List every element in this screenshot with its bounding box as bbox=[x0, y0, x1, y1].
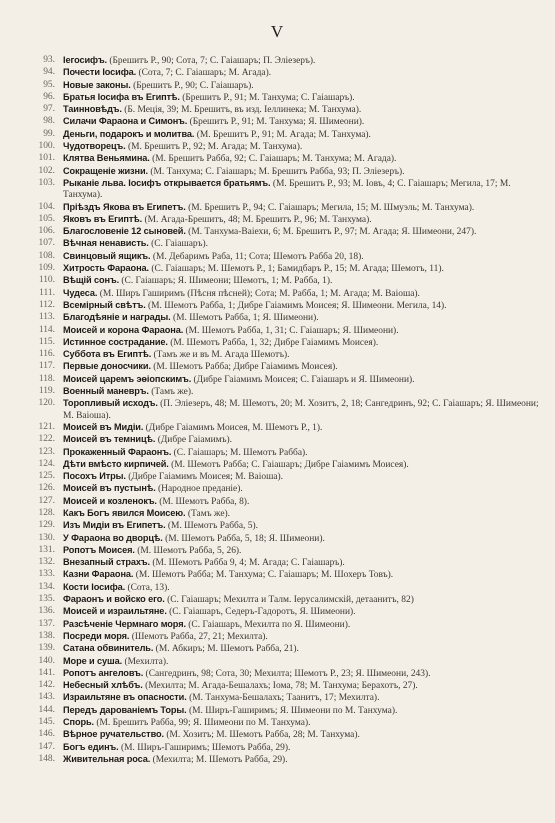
entry-source: (М. Шемотъ Рабба, 8). bbox=[159, 496, 250, 507]
toc-entry bbox=[18, 508, 543, 520]
entry-source: (Сота, 13). bbox=[127, 582, 170, 593]
entry-title: Братья Iосифа въ Египтѣ. bbox=[63, 91, 180, 102]
toc-entry bbox=[18, 545, 543, 557]
entry-title: Сатана обвинитель. bbox=[63, 643, 154, 654]
entry-body bbox=[63, 569, 543, 581]
toc-entry bbox=[18, 178, 543, 202]
entry-body bbox=[63, 508, 543, 520]
entry-title: Моисей и корона Фараона. bbox=[63, 324, 184, 335]
entry-title: Моисей въ Мидiи. bbox=[63, 421, 144, 432]
entry-source: (М. Шемотъ Рабба 9, 4; М. Агада; С. Гаiашаръ). bbox=[152, 558, 345, 569]
entry-source: (М. Брешитъ Р., 93; М. Iовъ, 4; С. Гаiашаръ; Мегила, 17; М. Танхума). bbox=[63, 178, 511, 201]
entry-title: Фараонъ и войско его. bbox=[63, 594, 165, 605]
entry-body bbox=[63, 398, 543, 422]
entry-source: (М. Шемотъ Рабба, 1; Я. Шимеони). bbox=[172, 313, 319, 324]
entry-source: (Мехилта; М. Шемотъ Рабба, 29). bbox=[152, 754, 288, 765]
entry-body bbox=[63, 178, 543, 202]
entry-body bbox=[63, 55, 543, 67]
entry-title: Богъ единъ. bbox=[63, 741, 119, 752]
entry-body bbox=[63, 374, 543, 386]
entry-source: (М. Дебаримъ Раба, 11; Сота; Шемотъ Рабба 20, 18). bbox=[152, 251, 364, 262]
entry-body bbox=[63, 386, 543, 398]
entry-number: 145. bbox=[38, 717, 55, 728]
entry-title: Посреди моря. bbox=[63, 630, 130, 641]
toc-entry bbox=[18, 312, 543, 324]
toc-entry bbox=[18, 594, 543, 606]
entry-source: (М. Шемотъ Рабба, 1; Дибре Гаiамимъ Моисея; Я. Шимеони. Мегила, 14). bbox=[148, 300, 447, 311]
entry-body bbox=[63, 226, 543, 238]
entry-title: Сокращенiе жизни. bbox=[63, 165, 148, 176]
entry-source: (С. Гаiашаръ, Седеръ-Гадоротъ, Я. Шимеони). bbox=[169, 607, 356, 618]
entry-number: 99. bbox=[43, 128, 55, 139]
toc-entry bbox=[18, 643, 543, 655]
entry-body bbox=[63, 275, 543, 287]
entry-number: 96. bbox=[43, 91, 55, 102]
entry-title: Вѣщiй сонъ. bbox=[63, 275, 120, 286]
toc-entry bbox=[18, 386, 543, 398]
entry-number: 135. bbox=[38, 594, 55, 605]
entry-title: Изъ Мидiи въ Египетъ. bbox=[63, 520, 166, 531]
entry-title: Израильтяне въ опасности. bbox=[63, 692, 187, 703]
entry-number: 133. bbox=[38, 569, 55, 580]
entry-title: Моисей и козленокъ. bbox=[63, 495, 157, 506]
entry-title: Передъ дарованiемъ Торы. bbox=[63, 704, 187, 715]
entry-source: (С. Гаiашаръ; М. Шемотъ Р., 1; Бамидбаръ Р., 15; М. Агада; Шемотъ, 11). bbox=[151, 264, 444, 275]
entry-number: 131. bbox=[38, 544, 55, 555]
entry-number: 93. bbox=[43, 55, 55, 65]
entry-number: 144. bbox=[38, 704, 55, 715]
toc-entry bbox=[18, 569, 543, 581]
toc-entry bbox=[18, 214, 543, 226]
entry-title: Клятва Веньямина. bbox=[63, 153, 150, 164]
toc-entry bbox=[18, 374, 543, 386]
entry-source: (М. Шемотъ Рабба; Дибре Гаiамимъ Моисея). bbox=[153, 362, 338, 373]
entry-source: (М. Брешитъ Рабба, 99; Я. Шимеони по М. Танхума). bbox=[96, 718, 311, 729]
toc-entry bbox=[18, 717, 543, 729]
entry-source: (П. Элiезеръ, 48; М. Шемотъ, 20; М. Хозитъ, 2, 18; Сангедринъ, 92; С. Гаiашаръ; Я. Шимеони; М. Ваiоша). bbox=[63, 399, 539, 421]
entry-body bbox=[63, 166, 543, 178]
entry-number: 126. bbox=[38, 483, 55, 494]
entry-source: (М. Ширъ Гаширимъ (Пѣсня пѣсней); Сота; М. Рабба, 1; М. Агада; М. Ваiоша). bbox=[99, 288, 420, 299]
entry-title: Вѣчная ненависть. bbox=[63, 238, 149, 249]
entry-body bbox=[63, 337, 543, 349]
entry-number: 128. bbox=[38, 507, 55, 518]
entry-title: Кости Iосифа. bbox=[63, 581, 126, 592]
page-number: V bbox=[270, 22, 285, 41]
entry-source: (Дибре Гаiамимъ Моисея; С. Гаiашаръ и Я. Шимеони). bbox=[193, 374, 415, 385]
entry-body bbox=[63, 631, 543, 643]
entry-number: 142. bbox=[38, 680, 55, 691]
entry-body bbox=[63, 434, 543, 446]
entry-source: (Дибре Гаiамимъ Моисея; М. Ваiоша). bbox=[128, 472, 284, 483]
entry-source: (Сангедринъ, 98; Сота, 30; Мехилта; Шемотъ Р., 23; Я. Шимеони, 243). bbox=[145, 668, 431, 679]
entry-title: Дѣти вмѣсто кирпичей. bbox=[63, 458, 169, 469]
entry-source: (М. Ширъ-Гаширимъ; Я. Шимеони по М. Танхума). bbox=[188, 705, 398, 716]
toc-entry bbox=[18, 129, 543, 141]
toc-entry bbox=[18, 496, 543, 508]
entry-number: 109. bbox=[38, 263, 55, 274]
entry-source: (Мехилта). bbox=[124, 656, 169, 667]
entry-source: (Народное преданiе). bbox=[158, 484, 243, 495]
entry-title: Новые законы. bbox=[63, 79, 131, 90]
entry-number: 101. bbox=[38, 153, 55, 164]
entry-number: 137. bbox=[38, 618, 55, 629]
entry-number: 117. bbox=[38, 361, 55, 372]
entry-title: Силачи Фараона и Симонъ. bbox=[63, 116, 188, 127]
entry-body bbox=[63, 742, 543, 754]
entry-source: (М. Ширъ-Гаширимъ; Шемотъ Рабба, 29). bbox=[120, 742, 291, 753]
entry-source: (М. Абкиръ; М. Шемотъ Рабба, 21). bbox=[155, 644, 299, 655]
entry-body bbox=[63, 325, 543, 337]
toc-entry bbox=[18, 582, 543, 594]
entry-title: Благодѣянiе и награды. bbox=[63, 312, 171, 323]
entry-source: (С. Гаiашаръ; М. Шемотъ Рабба). bbox=[173, 447, 308, 458]
entry-number: 139. bbox=[38, 643, 55, 654]
entry-number: 132. bbox=[38, 557, 55, 568]
entry-title: Море и суша. bbox=[63, 655, 123, 666]
entry-title: Рыканiе льва. Iосифъ открывается братьямъ. bbox=[63, 177, 271, 188]
entry-body bbox=[63, 717, 543, 729]
toc-entry bbox=[18, 104, 543, 116]
toc-entry bbox=[18, 300, 543, 312]
entry-number: 100. bbox=[38, 141, 55, 152]
entry-title: Моисей въ темницѣ. bbox=[63, 434, 156, 445]
entry-title: Ропотъ Моисея. bbox=[63, 544, 135, 555]
entry-title: Вѣрное ручательство. bbox=[63, 729, 164, 740]
toc-entry bbox=[18, 520, 543, 532]
entry-body bbox=[63, 729, 543, 741]
entry-source: (М. Агада-Брешитъ, 48; М. Брешитъ Р., 96; М. Танхума). bbox=[144, 214, 372, 225]
entry-source: (Брешитъ Р., 91; М. Танхума; С. Гаiашаръ). bbox=[182, 92, 355, 103]
toc-entry bbox=[18, 141, 543, 153]
entry-number: 146. bbox=[38, 729, 55, 740]
entry-number: 125. bbox=[38, 471, 55, 482]
entry-number: 97. bbox=[43, 104, 55, 115]
entry-number: 148. bbox=[38, 753, 55, 764]
entry-title: Прiѣздъ Якова въ Египетъ. bbox=[63, 201, 186, 212]
entry-number: 112. bbox=[38, 299, 55, 310]
entry-title: Военный маневръ. bbox=[63, 386, 149, 397]
entry-number: 98. bbox=[43, 116, 55, 127]
toc-entry bbox=[18, 742, 543, 754]
entry-body bbox=[63, 300, 543, 312]
toc-entry bbox=[18, 447, 543, 459]
entry-body bbox=[63, 594, 543, 606]
entry-source: (С. Гаiашаръ; Я. Шимеони; Шемотъ, 1; М. Рабба, 1). bbox=[121, 276, 333, 287]
entry-number: 116. bbox=[38, 349, 55, 360]
entry-title: Разсѣченiе Чермнаго моря. bbox=[63, 618, 186, 629]
entry-body bbox=[63, 643, 543, 655]
entry-title: Истинное сострадание. bbox=[63, 336, 168, 347]
entry-title: Торопливый исходъ. bbox=[63, 398, 158, 409]
toc-entry bbox=[18, 606, 543, 618]
entry-body bbox=[63, 92, 543, 104]
entry-source: (Брешитъ Р., 90; С. Гаiашаръ). bbox=[133, 80, 254, 91]
entry-body bbox=[63, 656, 543, 668]
entry-number: 127. bbox=[38, 495, 55, 506]
toc-entry bbox=[18, 226, 543, 238]
toc-entry bbox=[18, 263, 543, 275]
toc-entry bbox=[18, 153, 543, 165]
entry-source: (Тамъ же и въ М. Агада Шемотъ). bbox=[153, 350, 290, 361]
entry-number: 143. bbox=[38, 692, 55, 703]
toc-entry bbox=[18, 459, 543, 471]
toc-entry bbox=[18, 325, 543, 337]
entry-source: (М. Шемотъ Рабба; С. Гаiашаръ; Дибре Гаiамимъ Моисея). bbox=[171, 459, 409, 470]
entry-number: 113. bbox=[38, 312, 55, 323]
entry-title: Всемiрный свѣтъ. bbox=[63, 299, 146, 310]
entry-body bbox=[63, 104, 543, 116]
toc-entry bbox=[18, 533, 543, 545]
entry-number: 95. bbox=[43, 79, 55, 90]
entry-title: Iегосифъ. bbox=[63, 55, 108, 65]
entry-number: 130. bbox=[38, 532, 55, 543]
entry-source: (М. Брешитъ Р., 91; М. Агада; М. Танхума). bbox=[196, 129, 371, 140]
entry-body bbox=[63, 80, 543, 92]
entry-source: (Б. Мецiя, 39; М. Брешитъ, въ изд. Iеллинека; М. Танхума). bbox=[124, 105, 362, 116]
entry-body bbox=[63, 349, 543, 361]
entry-number: 106. bbox=[38, 226, 55, 237]
entry-title: Прокаженный Фараонъ. bbox=[63, 446, 172, 457]
entry-body bbox=[63, 533, 543, 545]
entry-title: Хитрость Фараона. bbox=[63, 263, 149, 274]
entry-body bbox=[63, 251, 543, 263]
entry-number: 140. bbox=[38, 655, 55, 666]
entry-number: 129. bbox=[38, 520, 55, 531]
entry-number: 115. bbox=[38, 336, 55, 347]
toc-entry bbox=[18, 619, 543, 631]
entry-number: 138. bbox=[38, 630, 55, 641]
entry-number: 118. bbox=[38, 373, 55, 384]
toc-entry bbox=[18, 754, 543, 766]
entry-source: (Шемотъ Рабба, 27, 21; Мехилта). bbox=[131, 631, 268, 642]
entry-body bbox=[63, 288, 543, 300]
entry-number: 136. bbox=[38, 606, 55, 617]
entry-body bbox=[63, 483, 543, 495]
toc-entry bbox=[18, 238, 543, 250]
entry-number: 108. bbox=[38, 250, 55, 261]
toc-entry bbox=[18, 275, 543, 287]
entry-body bbox=[63, 619, 543, 631]
entry-body bbox=[63, 202, 543, 214]
entry-source: (М. Шемотъ Рабба, 1, 31; С. Гаiашаръ; Я. Шимеони). bbox=[185, 325, 399, 336]
entry-number: 114. bbox=[38, 324, 55, 335]
table-of-contents bbox=[18, 55, 543, 766]
toc-entry bbox=[18, 116, 543, 128]
entry-number: 111. bbox=[39, 287, 55, 298]
toc-entry bbox=[18, 729, 543, 741]
entry-source: (М. Танхума; С. Гаiашаръ; М. Брешитъ Рабба, 93; П. Элiезеръ). bbox=[150, 166, 405, 177]
toc-entry bbox=[18, 471, 543, 483]
entry-body bbox=[63, 680, 543, 692]
entry-body bbox=[63, 520, 543, 532]
entry-body bbox=[63, 141, 543, 153]
entry-source: (М. Шемотъ Рабба, 1, 32; Дибре Гаiамимъ Моисея). bbox=[170, 337, 379, 348]
toc-entry bbox=[18, 80, 543, 92]
entry-number: 147. bbox=[38, 741, 55, 752]
entry-source: (С. Гаiашаръ; Мехилта и Талм. Iерусалимскiй, детаанитъ, 82) bbox=[167, 595, 414, 606]
entry-title: Моисей царемъ эѳiопскимъ. bbox=[63, 373, 192, 384]
entry-title: Казни Фараона. bbox=[63, 569, 134, 580]
entry-title: Почести Iосифа. bbox=[63, 67, 137, 78]
entry-body bbox=[63, 557, 543, 569]
entry-source: (Тамъ же). bbox=[151, 387, 194, 398]
entry-source: (М. Брешитъ Р., 92; М. Агада; М. Танхума). bbox=[127, 142, 303, 153]
entry-number: 124. bbox=[38, 458, 55, 469]
entry-number: 141. bbox=[38, 667, 55, 678]
entry-number: 104. bbox=[38, 201, 55, 212]
toc-entry bbox=[18, 692, 543, 704]
entry-body bbox=[63, 67, 543, 79]
toc-entry bbox=[18, 202, 543, 214]
entry-source: (М. Брешитъ Р., 94; С. Гаiашаръ; Мегила, 15; М. Шмуэль; М. Танхума). bbox=[188, 202, 475, 213]
entry-body bbox=[63, 263, 543, 275]
entry-source: (Дибре Гаiамимъ Моисея, М. Шемотъ Р., 1). bbox=[145, 422, 323, 433]
entry-body bbox=[63, 129, 543, 141]
entry-source: (М. Шемотъ Рабба, 5, 18; Я. Шимеони). bbox=[165, 533, 325, 544]
entry-title: Суббота въ Египтѣ. bbox=[63, 349, 152, 360]
entry-body bbox=[63, 692, 543, 704]
entry-body bbox=[63, 447, 543, 459]
toc-entry bbox=[18, 349, 543, 361]
entry-source: (М. Шемотъ Рабба; М. Танхума; С. Гаiашаръ; М. Шохеръ Товъ). bbox=[135, 570, 394, 581]
toc-entry bbox=[18, 557, 543, 569]
toc-entry bbox=[18, 398, 543, 422]
entry-body bbox=[63, 238, 543, 250]
entry-body bbox=[63, 545, 543, 557]
entry-title: Посохъ Итры. bbox=[63, 471, 126, 482]
entry-source: (Тамъ же). bbox=[187, 508, 231, 519]
toc-entry bbox=[18, 631, 543, 643]
toc-entry bbox=[18, 705, 543, 717]
entry-number: 122. bbox=[38, 434, 55, 445]
entry-body bbox=[63, 471, 543, 483]
toc-entry bbox=[18, 422, 543, 434]
entry-body bbox=[63, 496, 543, 508]
entry-number: 123. bbox=[38, 446, 55, 457]
entry-title: Спорь. bbox=[63, 717, 95, 728]
entry-number: 120. bbox=[38, 398, 55, 409]
entry-title: Первые доносчики. bbox=[63, 361, 151, 372]
entry-body bbox=[63, 582, 543, 594]
entry-body bbox=[63, 668, 543, 680]
toc-entry bbox=[18, 92, 543, 104]
entry-source: (М. Брешитъ Рабба, 92; С. Гаiашаръ; М. Танхума; М. Агада). bbox=[152, 154, 397, 165]
entry-title: Чудеса. bbox=[63, 287, 98, 298]
entry-title: Живительная роса. bbox=[63, 753, 151, 764]
entry-title: Моисей въ пустынѣ. bbox=[63, 483, 156, 494]
entry-title: Чудотворецъ. bbox=[63, 141, 126, 152]
toc-entry bbox=[18, 483, 543, 495]
entry-body bbox=[63, 214, 543, 226]
toc-entry bbox=[18, 361, 543, 373]
entry-source: (М. Шемотъ Рабба, 5). bbox=[167, 521, 258, 532]
entry-number: 119. bbox=[38, 386, 55, 397]
toc-entry bbox=[18, 656, 543, 668]
entry-source: (М. Танхума-Бешалахъ; Таанитъ, 17; Мехилта). bbox=[189, 693, 380, 704]
entry-source: (Дибре Гаiамимъ). bbox=[157, 435, 233, 446]
entry-number: 121. bbox=[38, 421, 55, 432]
entry-number: 110. bbox=[38, 275, 55, 286]
entry-body bbox=[63, 705, 543, 717]
entry-source: (М. Танхума-Ваiехи, 6; М. Брешитъ Р., 97; М. Агада; Я. Шимеони, 247). bbox=[188, 227, 477, 238]
entry-body bbox=[63, 312, 543, 324]
entry-source: (Брешитъ Р., 90; Сота, 7; С. Гаiашаръ; П. Элiезеръ). bbox=[109, 56, 316, 66]
toc-entry bbox=[18, 251, 543, 263]
entry-number: 94. bbox=[43, 67, 55, 78]
entry-title: У Фараона во дворцѣ. bbox=[63, 532, 163, 543]
toc-entry bbox=[18, 680, 543, 692]
toc-entry bbox=[18, 434, 543, 446]
entry-body bbox=[63, 754, 543, 766]
entry-title: Деньги, подарокъ и молитва. bbox=[63, 128, 195, 139]
toc-entry bbox=[18, 55, 543, 67]
entry-body bbox=[63, 459, 543, 471]
entry-source: (Сота, 7; С. Гаiашаръ; М. Агада). bbox=[138, 68, 272, 79]
entry-title: Свинцовый ящикъ. bbox=[63, 250, 151, 261]
entry-title: Небесный хлѣбъ. bbox=[63, 680, 143, 691]
entry-source: (М. Хозитъ; М. Шемотъ Рабба, 28; М. Танхума). bbox=[166, 730, 360, 741]
toc-entry bbox=[18, 668, 543, 680]
entry-title: Моисей и израильтяне. bbox=[63, 606, 167, 617]
entry-source: (С. Гаiашаръ). bbox=[151, 239, 209, 250]
entry-body bbox=[63, 606, 543, 618]
entry-title: Благословенiе 12 сыновей. bbox=[63, 226, 186, 237]
entry-title: Внезапный страхъ. bbox=[63, 557, 150, 568]
entry-number: 105. bbox=[38, 213, 55, 224]
entry-number: 134. bbox=[38, 581, 55, 592]
entry-title: Яковъ въ Египтѣ. bbox=[63, 213, 143, 224]
toc-entry bbox=[18, 337, 543, 349]
entry-source: (М. Шемотъ Рабба, 5, 26). bbox=[137, 545, 242, 556]
entry-title: Ропотъ ангеловъ. bbox=[63, 667, 144, 678]
entry-title: Таинновѣдъ. bbox=[63, 104, 122, 115]
entry-body bbox=[63, 116, 543, 128]
toc-entry bbox=[18, 166, 543, 178]
toc-entry bbox=[18, 67, 543, 79]
entry-number: 103. bbox=[38, 177, 55, 188]
entry-source: (Брешитъ Р., 91; М. Танхума; Я. Шимеони). bbox=[189, 117, 365, 128]
entry-body bbox=[63, 153, 543, 165]
entry-number: 107. bbox=[38, 238, 55, 249]
entry-body bbox=[63, 422, 543, 434]
entry-source: (С. Гаiашаръ, Мехилта по Я. Шимеони). bbox=[188, 619, 351, 630]
entry-number: 102. bbox=[38, 165, 55, 176]
entry-source: (Мехилта; М. Агада-Бешалахъ; Iома, 78; М. Танхума; Берахотъ, 27). bbox=[145, 681, 418, 692]
toc-entry bbox=[18, 288, 543, 300]
entry-body bbox=[63, 361, 543, 373]
entry-title: Какъ Богъ явился Моисею. bbox=[63, 507, 186, 518]
